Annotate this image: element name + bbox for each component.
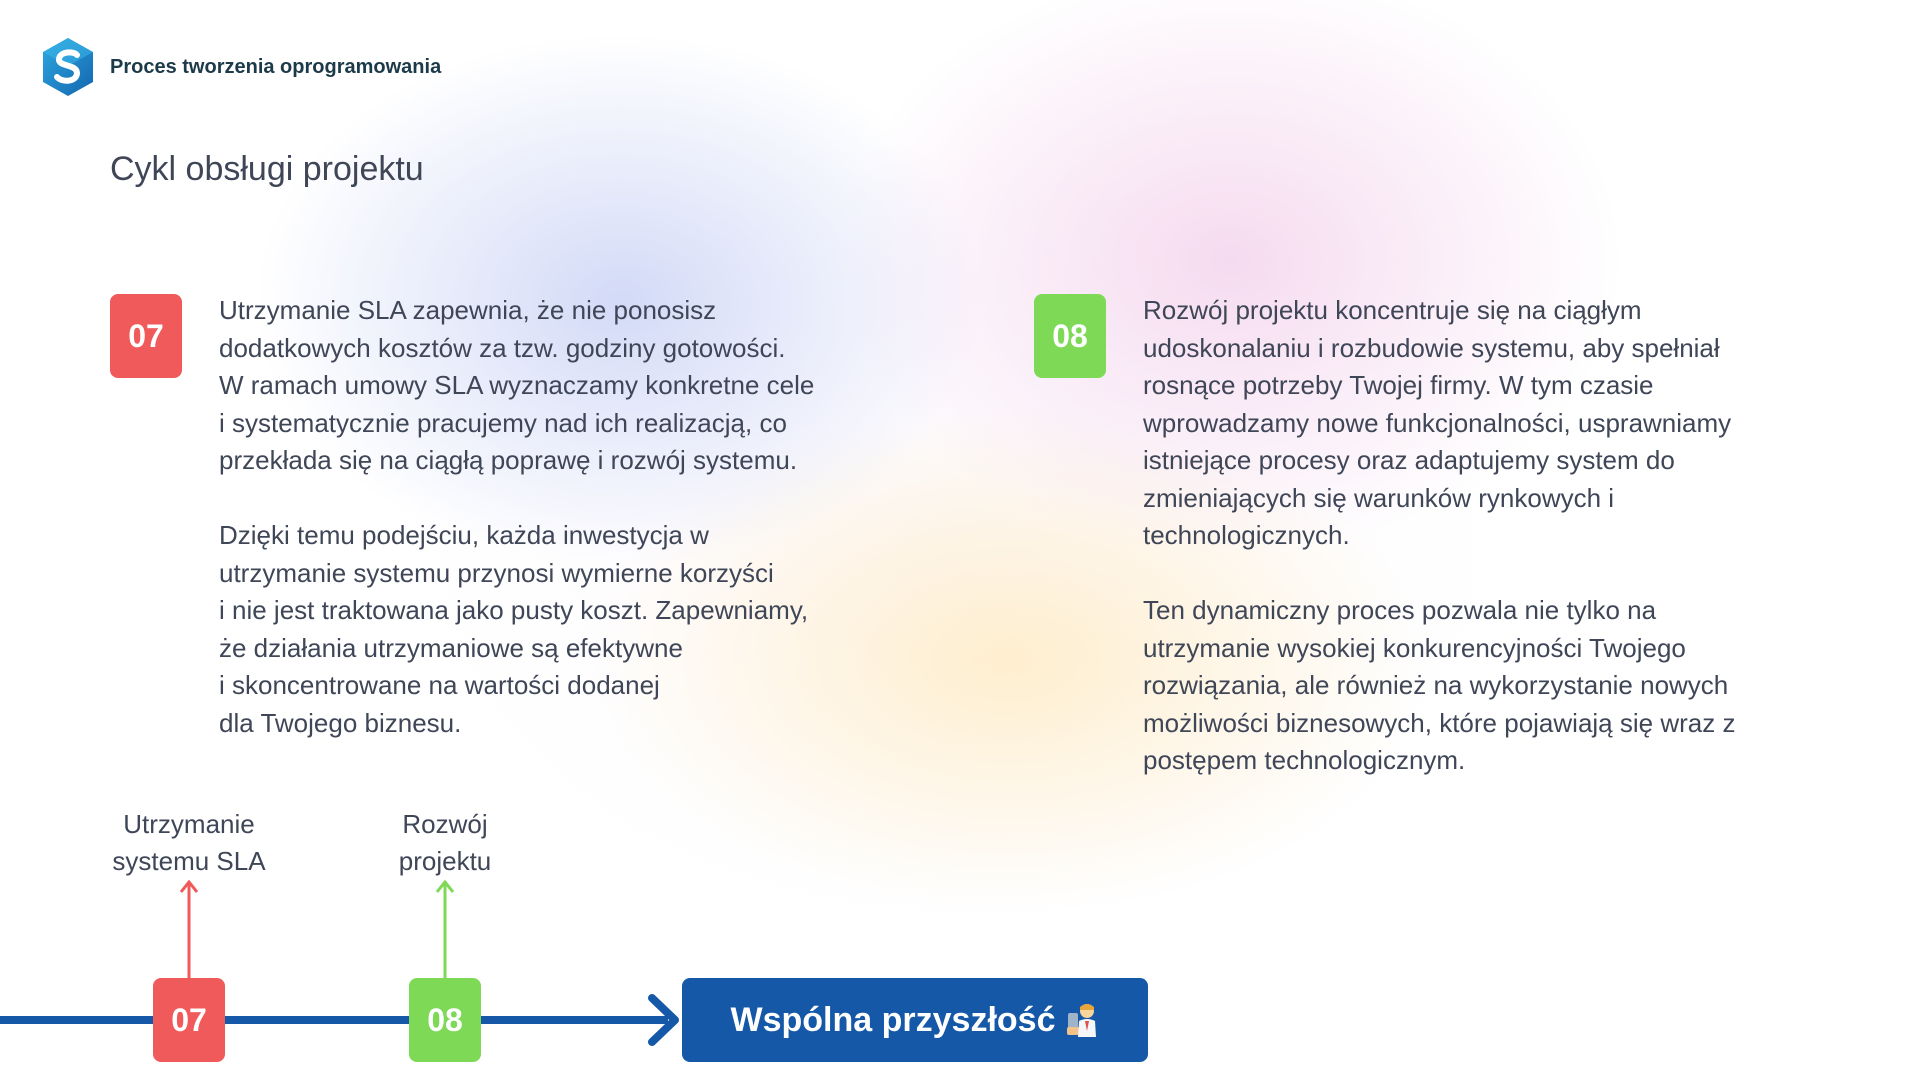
text-line: i nie jest traktowana jako pusty koszt. Zapewniamy,	[219, 595, 809, 625]
text-line: możliwości biznesowych, które pojawiają się wraz z	[1143, 707, 1736, 738]
handshake-icon	[1065, 1001, 1099, 1039]
text-line: udoskonalaniu i rozbudowie systemu, aby spełniał	[1143, 332, 1720, 363]
paragraph	[1143, 292, 1735, 555]
timeline-label-line: systemu SLA	[112, 846, 266, 876]
timeline-label-line: Rozwój	[402, 809, 488, 839]
text-line: dodatkowych kosztów za tzw. godziny gotowości.	[219, 332, 786, 363]
timeline-label-line: Utrzymanie	[123, 809, 255, 839]
future-button	[682, 978, 1148, 1062]
logo-icon	[40, 36, 96, 98]
text-line: i systematycznie pracujemy nad ich realizacją, co	[219, 407, 787, 438]
section-badge-08: 08	[1034, 294, 1106, 378]
text-line: dla Twojego biznesu.	[219, 707, 462, 738]
text-line: rosnące potrzeby Twojej firmy. W tym czasie	[1143, 370, 1654, 400]
page-title: Cykl obsługi projektu	[110, 150, 424, 188]
future-label: Wspólna przyszłość	[730, 1000, 1056, 1039]
paragraph	[219, 292, 814, 480]
text-line: technologicznych.	[1143, 520, 1350, 550]
text-line: W ramach umowy SLA wyznaczamy konkretne cele	[219, 370, 815, 400]
text-line: Utrzymanie SLA zapewnia, że nie ponosisz	[219, 295, 717, 325]
brand-title: Proces tworzenia oprogramowania	[110, 56, 442, 78]
timeline-graphic	[0, 860, 700, 1060]
text-line: utrzymanie systemu przynosi wymierne korzyści	[219, 557, 774, 588]
timeline-label-08	[376, 806, 514, 880]
timeline-badge-08: 08	[409, 978, 481, 1062]
text-line: Ten dynamiczny proces pozwala nie tylko na	[1143, 595, 1657, 625]
text-line: zmieniających się warunków rynkowych i	[1143, 482, 1615, 513]
section-text-08	[1143, 292, 1735, 780]
text-line: przekłada się na ciągłą poprawę i rozwój systemu.	[219, 445, 798, 475]
section-badge-07: 07	[110, 294, 182, 378]
timeline-label-line: projektu	[398, 846, 492, 876]
text-line: postępem technologicznym.	[1143, 745, 1466, 775]
text-line: i skoncentrowane na wartości dodanej	[219, 670, 660, 700]
timeline-label-07	[100, 806, 278, 880]
paragraph	[1143, 592, 1735, 780]
text-line: rozwiązania, ale również na wykorzystanie nowych	[1143, 670, 1729, 700]
section-text-07	[219, 292, 814, 742]
text-line: utrzymanie wysokiej konkurencyjności Twojego	[1143, 632, 1686, 663]
text-line: że działania utrzymaniowe są efektywne	[219, 632, 683, 663]
timeline-badge-07: 07	[153, 978, 225, 1062]
paragraph	[219, 517, 814, 742]
text-line: istniejące procesy oraz adaptujemy system do	[1143, 445, 1675, 475]
text-line: wprowadzamy nowe funkcjonalności, usprawniamy	[1143, 407, 1732, 438]
text-line: Rozwój projektu koncentruje się na ciągłym	[1143, 295, 1642, 325]
text-line: Dzięki temu podejściu, każda inwestycja w	[219, 520, 709, 550]
